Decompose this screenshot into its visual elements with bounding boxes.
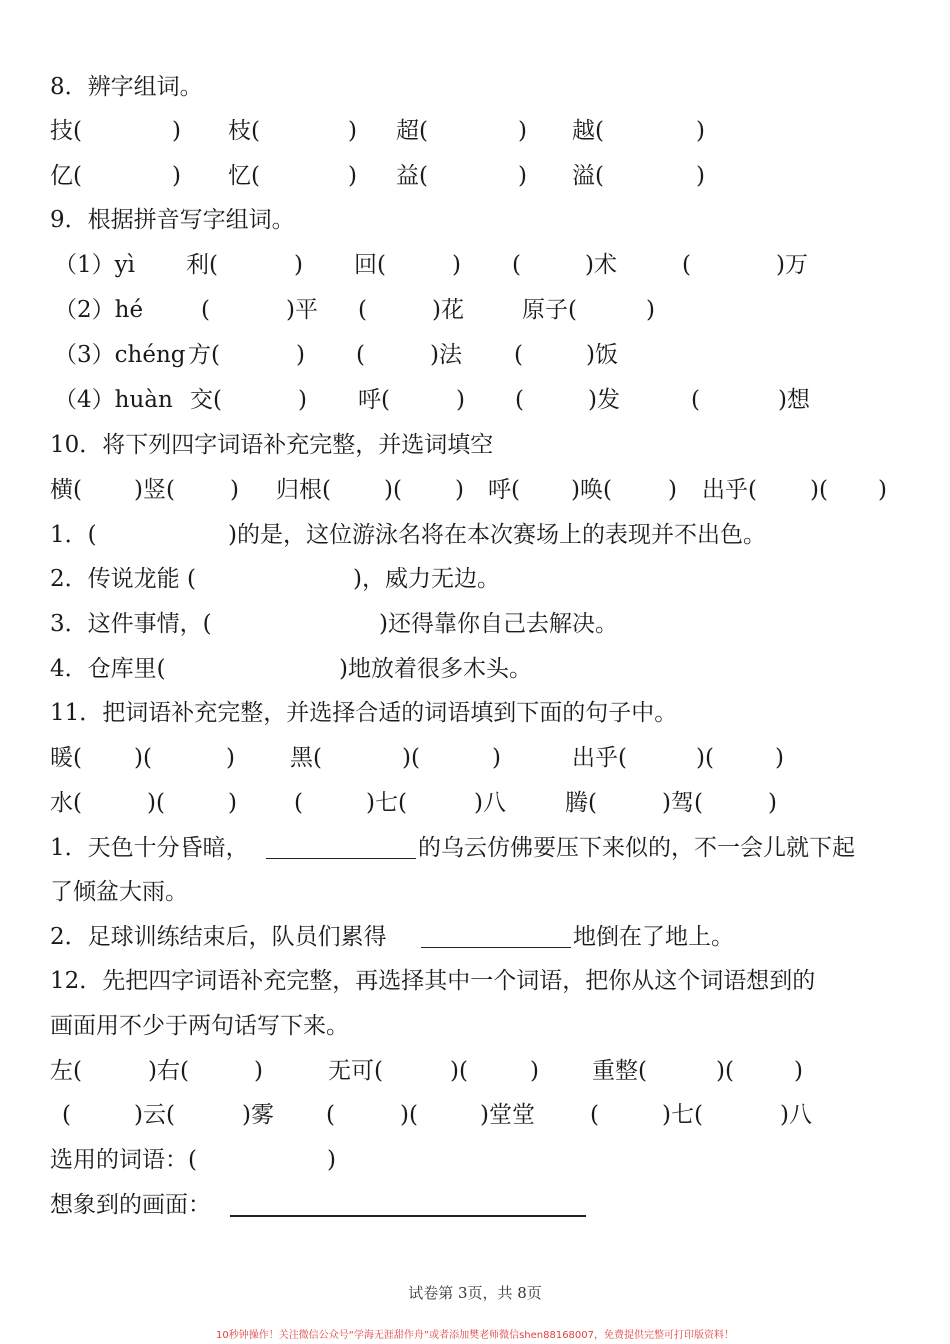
q9-r1-d: ) <box>452 252 461 278</box>
q11-r1-g: 出乎( <box>572 745 627 771</box>
q10-w-l: ) <box>878 477 887 503</box>
q12-r2-e: )( <box>400 1102 418 1128</box>
q11-r2-f: )八 <box>474 790 506 816</box>
q12-r2-h: )七( <box>662 1102 703 1128</box>
q8-r2-h: ) <box>696 163 705 189</box>
q8-r2-e: 益( <box>396 163 428 189</box>
q11-r1-b: )( <box>134 745 152 771</box>
q12-chosen-close: ) <box>327 1147 336 1173</box>
q10-s3-b: )还得靠你自己去解决。 <box>379 611 618 637</box>
q9-r1-a: 利( <box>186 252 218 278</box>
q8-r1-e: 超( <box>396 118 428 144</box>
q8-r1-d: ) <box>348 118 357 144</box>
q12-title-2: 画面用不少于两句话写下来。 <box>50 1013 349 1039</box>
q11-r2-i: ) <box>768 790 777 816</box>
q10-w-f: ) <box>455 477 464 503</box>
q12-r2-d: ( <box>326 1102 335 1128</box>
q11-r2-b: )( <box>147 790 165 816</box>
q12-imagine-label: 想象到的画面： <box>50 1192 211 1218</box>
q10-s4-b: )地放着很多木头。 <box>339 656 532 682</box>
q12-r1-c: ) <box>254 1058 263 1084</box>
q9-r4-f: )发 <box>588 387 620 413</box>
q12-r1-i: ) <box>794 1058 803 1084</box>
q10-w-h: )唤( <box>571 477 612 503</box>
q9-r4-num: （4）huàn <box>54 387 173 413</box>
q9-r1-c: 回( <box>354 252 386 278</box>
q9-r3-num: （3）chéng <box>54 342 186 368</box>
q10-w-b: )竖( <box>134 477 175 503</box>
q11-r2-e: )七( <box>366 790 407 816</box>
q12-r2-f: )堂堂 <box>480 1102 535 1128</box>
q11-s2-blank[interactable] <box>421 923 571 948</box>
q11-s2-a: 2．足球训练结束后，队员们累得 <box>50 924 387 950</box>
q8-r2-c: 忆( <box>228 163 260 189</box>
q11-r1-a: 暖( <box>50 745 82 771</box>
q9-r4-c: 呼( <box>358 387 390 413</box>
q8-r1-h: ) <box>696 118 705 144</box>
q10-s2-a: 2．传说龙能 ( <box>50 566 196 592</box>
q12-r2-c: )雾 <box>242 1102 274 1128</box>
q12-chosen-label: 选用的词语：( <box>50 1147 197 1173</box>
q8-r1-a: 技( <box>50 118 82 144</box>
q10-w-k: )( <box>810 477 828 503</box>
q9-r2-a: ( <box>201 297 210 323</box>
q11-r1-d: 黑( <box>290 745 322 771</box>
q10-s2-b: )，威力无边。 <box>353 566 500 592</box>
q12-r2-b: )云( <box>134 1102 175 1128</box>
q10-w-a: 横( <box>50 477 82 503</box>
q11-r1-h: )( <box>696 745 714 771</box>
q12-title-1: 12．先把四字词语补充完整，再选择其中一个词语，把你从这个词语想到的 <box>50 968 816 994</box>
q9-r4-e: ( <box>515 387 524 413</box>
q11-s1-b: 的乌云仿佛要压下来似的，不一会儿就下起 <box>418 835 855 861</box>
q11-s1-blank[interactable] <box>266 834 416 859</box>
q11-r2-c: ) <box>228 790 237 816</box>
q11-r2-d: ( <box>294 790 303 816</box>
q9-title: 9．根据拼音写字组词。 <box>50 207 295 233</box>
watermark-notice: 10秒钟操作！关注微信公众号“学海无涯甜作舟”或者添加樊老师微信shen88168007，免费提供完整可打印版资料！ <box>215 1330 735 1341</box>
q10-s4-a: 4．仓库里( <box>50 656 166 682</box>
q8-r2-f: ) <box>518 163 527 189</box>
q9-r2-c: ( <box>358 297 367 323</box>
q10-w-j: 出乎( <box>702 477 757 503</box>
q12-imagine-blank[interactable] <box>230 1191 586 1217</box>
q9-r2-e: 原子( <box>522 297 577 323</box>
q9-r4-g: ( <box>691 387 700 413</box>
q11-r2-a: 水( <box>50 790 82 816</box>
q9-r1-f: )术 <box>585 252 617 278</box>
q12-r1-h: )( <box>716 1058 734 1084</box>
page-footer: 试卷第 3页，共 8页 <box>408 1284 542 1302</box>
q8-r2-b: ) <box>172 163 181 189</box>
q10-w-g: 呼( <box>488 477 520 503</box>
q12-r1-a: 左( <box>50 1058 82 1084</box>
q9-r1-num: （1）yì <box>54 252 135 278</box>
q11-s1-c: 了倾盆大雨。 <box>50 879 188 905</box>
q8-r2-a: 亿( <box>50 163 82 189</box>
q12-r2-a: ( <box>62 1102 71 1128</box>
q8-r2-g: 溢( <box>572 163 604 189</box>
q8-r1-c: 枝( <box>228 118 260 144</box>
q8-title: 8．辨字组词。 <box>50 74 203 100</box>
q9-r1-h: )万 <box>776 252 808 278</box>
q12-r2-i: )八 <box>780 1102 812 1128</box>
q11-r1-f: ) <box>492 745 501 771</box>
q11-s2-b: 地倒在了地上。 <box>573 924 734 950</box>
q9-r3-f: )饭 <box>586 342 618 368</box>
q11-s1-a: 1．天色十分昏暗， <box>50 835 249 861</box>
q10-w-c: ) <box>230 477 239 503</box>
q9-r2-d: )花 <box>432 297 464 323</box>
q11-r1-e: )( <box>402 745 420 771</box>
q11-r2-g: 腾( <box>565 790 597 816</box>
q9-r4-a: 交( <box>190 387 222 413</box>
q10-s1-a: 1．( <box>50 522 97 548</box>
q12-r1-d: 无可( <box>328 1058 383 1084</box>
q8-r2-d: ) <box>348 163 357 189</box>
q9-r1-e: ( <box>512 252 521 278</box>
q9-r2-num: （2）hé <box>54 297 144 323</box>
q11-r1-i: ) <box>775 745 784 771</box>
q8-r1-g: 越( <box>572 118 604 144</box>
q9-r1-b: ) <box>294 252 303 278</box>
q9-r1-g: ( <box>682 252 691 278</box>
q9-r4-d: ) <box>456 387 465 413</box>
q9-r4-h: )想 <box>778 387 810 413</box>
q10-w-e: )( <box>384 477 402 503</box>
q12-r1-f: ) <box>530 1058 539 1084</box>
q10-s3-a: 3．这件事情，( <box>50 611 212 637</box>
q11-r1-c: ) <box>226 745 235 771</box>
q10-title: 10．将下列四字词语补充完整，并选词填空 <box>50 432 494 458</box>
q12-r1-e: )( <box>450 1058 468 1084</box>
q8-r1-b: ) <box>172 118 181 144</box>
q10-s1-b: )的是，这位游泳名将在本次赛场上的表现并不出色。 <box>228 522 766 548</box>
q12-r1-b: )右( <box>148 1058 189 1084</box>
q11-r2-h: )驾( <box>662 790 703 816</box>
q9-r3-e: ( <box>514 342 523 368</box>
q8-r1-f: ) <box>518 118 527 144</box>
q9-r4-b: ) <box>298 387 307 413</box>
q9-r3-d: )法 <box>430 342 462 368</box>
q9-r3-c: ( <box>356 342 365 368</box>
q10-w-d: 归根( <box>276 477 331 503</box>
q9-r2-f: ) <box>646 297 655 323</box>
q10-w-i: ) <box>668 477 677 503</box>
q12-r2-g: ( <box>590 1102 599 1128</box>
q11-title: 11．把词语补充完整，并选择合适的词语填到下面的句子中。 <box>50 700 678 726</box>
q9-r3-a: 方( <box>188 342 220 368</box>
q9-r2-b: )平 <box>286 297 318 323</box>
q12-r1-g: 重整( <box>592 1058 647 1084</box>
q9-r3-b: ) <box>296 342 305 368</box>
